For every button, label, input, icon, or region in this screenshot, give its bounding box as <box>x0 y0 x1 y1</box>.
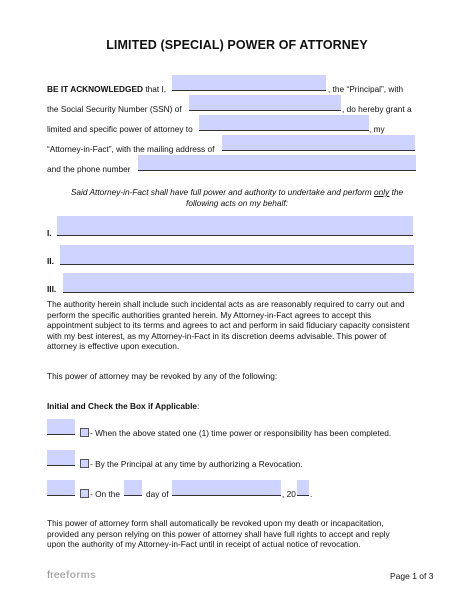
act-field-1[interactable] <box>57 216 413 236</box>
acts-note-only: only <box>374 187 390 197</box>
mailing-address-field[interactable] <box>222 135 415 151</box>
option-3-year-text: , 20 <box>282 489 296 499</box>
logo-forms: forms <box>65 569 97 581</box>
closing-line-1: This power of attorney form shall automatically be revoked upon my death or incapacitation, <box>47 518 384 528</box>
option-3-dayof-text: day of <box>146 489 169 499</box>
document-title: LIMITED (SPECIAL) POWER OF ATTORNEY <box>106 38 368 52</box>
acknowledged-label: BE IT ACKNOWLEDGED <box>47 84 144 94</box>
acts-note-text-end: the <box>389 187 404 197</box>
page-number: Page 1 of 3 <box>390 571 434 581</box>
authority-line-3: appointment subject to its terms and agrees to act and perform in said fiduciary capacity consistent <box>47 320 410 330</box>
year-field[interactable] <box>297 480 309 496</box>
logo-free: free <box>47 569 66 581</box>
check-heading <box>47 401 199 411</box>
checkbox-1[interactable] <box>80 428 89 437</box>
act-field-2[interactable] <box>60 245 414 265</box>
initial-field-3[interactable] <box>47 480 75 496</box>
freeforms-logo <box>47 569 96 581</box>
day-field[interactable] <box>124 480 142 496</box>
acts-note-line-2: following acts on my behalf: <box>186 198 288 208</box>
phone-label: and the phone number <box>47 164 131 174</box>
act-label-2: II. <box>47 256 54 266</box>
attorney-name-field[interactable] <box>199 115 369 131</box>
option-3-on-text: - On the <box>90 489 120 499</box>
intro-line-1 <box>47 84 166 94</box>
option-2-text: - By the Principal at any time by authorizing a Revocation. <box>90 459 303 469</box>
grant-label: limited and specific power of attorney to <box>47 124 193 134</box>
act-label-1: I. <box>47 228 52 238</box>
closing-line-2: provided any person relying on this power of attorney shall have full rights to accept and reply <box>47 528 390 539</box>
option-3-period: . <box>310 489 313 499</box>
act-field-3[interactable] <box>63 273 414 293</box>
initial-field-1[interactable] <box>47 419 75 435</box>
principal-suffix: , the “Principal”, with <box>328 84 404 94</box>
acts-note-line-1 <box>0 187 474 197</box>
grant-suffix: , my <box>369 124 385 134</box>
authority-line-1: The authority herein shall include such incidental acts as are reasonably required to carry out and <box>47 299 405 309</box>
check-heading-colon: : <box>196 401 200 411</box>
checkbox-3[interactable] <box>80 489 89 498</box>
acts-note-text: Said Attorney-in-Fact shall have full power and authority to undertake and perform <box>70 187 375 197</box>
initial-field-2[interactable] <box>47 450 75 466</box>
authority-line-2: perform the specific authorities granted herein. My Attorney-in-Fact agrees to accept this <box>47 309 372 320</box>
phone-field[interactable] <box>138 155 416 171</box>
month-field[interactable] <box>172 480 281 496</box>
ssn-suffix: , do hereby grant a <box>342 104 412 114</box>
act-label-3: III. <box>47 284 57 294</box>
mailing-label: “Attorney-in-Fact”, with the mailing address of <box>47 144 215 154</box>
principal-name-field[interactable] <box>172 75 326 91</box>
closing-line-3: upon the authority of my Attorney-in-Fact until in receipt of actual notice of revocation. <box>47 539 361 549</box>
authority-line-4: with my best interest, as my Attorney-in-Fact in its discretion deems advisable. This power of <box>47 330 387 341</box>
ssn-field[interactable] <box>189 95 341 111</box>
option-1-text: - When the above stated one (1) time power or responsibility has been completed. <box>90 428 392 438</box>
ssn-label: the Social Security Number (SSN) of <box>47 104 182 114</box>
authority-line-5: attorney is effective upon execution. <box>47 341 180 351</box>
revocation-intro: This power of attorney may be revoked by any of the following: <box>47 371 278 381</box>
check-heading-text: Initial and Check the Box if Applicable <box>47 401 197 411</box>
checkbox-2[interactable] <box>80 459 89 468</box>
intro-text: that I, <box>143 84 167 94</box>
